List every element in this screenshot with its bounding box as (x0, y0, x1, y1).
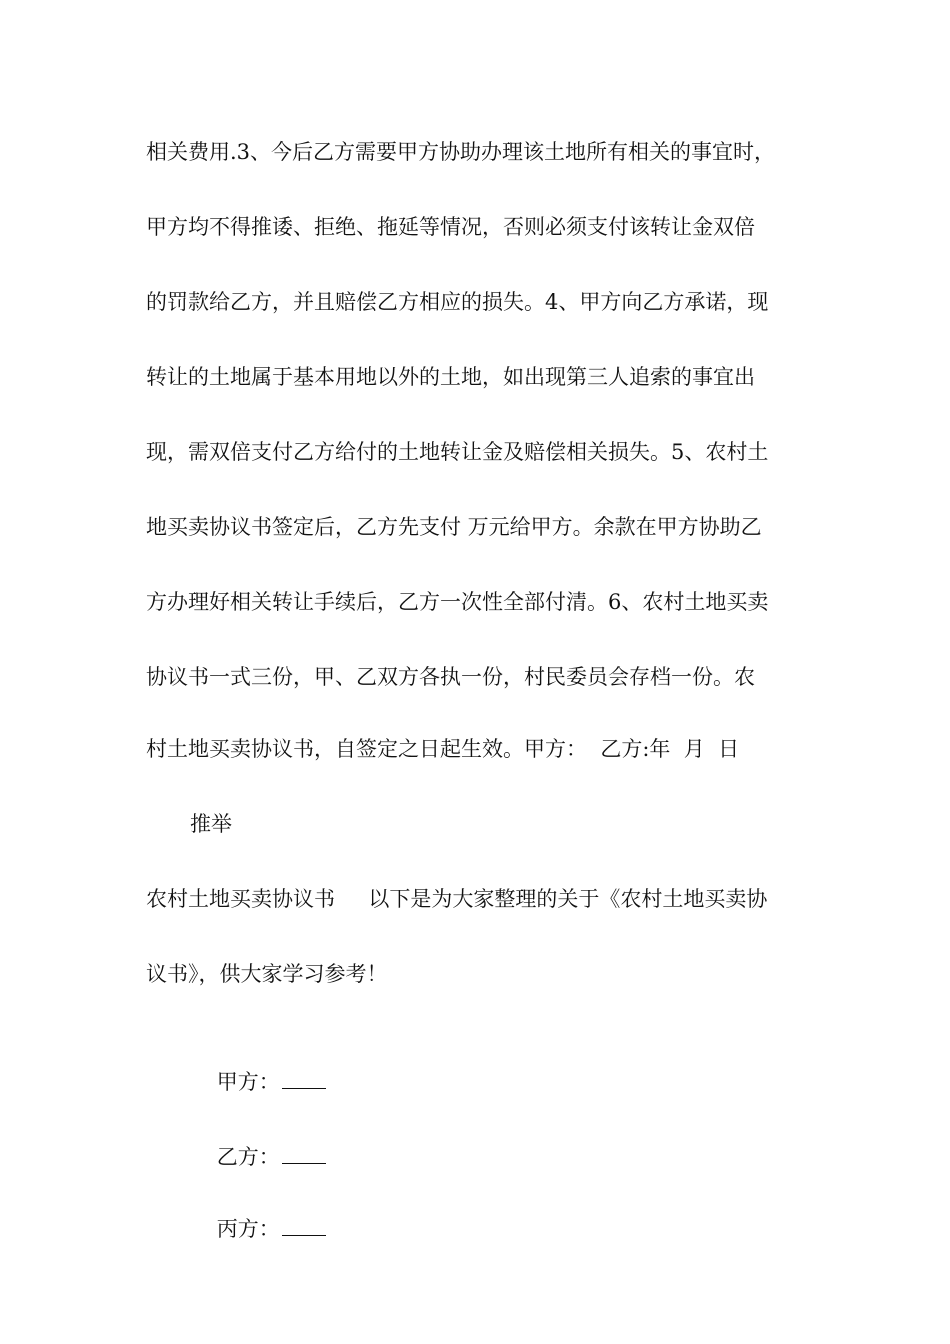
party-a-blank (282, 1068, 326, 1089)
next-article-intro-line: 议书》，供大家学习参考！ (146, 962, 388, 986)
recommend-label: 推举 (190, 812, 232, 836)
body-line-9: 村土地买卖协议书，自签定之日起生效。甲方： 乙方:年 月 日 (146, 737, 740, 761)
body-line-6: 地买卖协议书签定后，乙方先支付 万元给甲方。余款在甲方协助乙 (146, 515, 762, 539)
party-b-blank (282, 1143, 326, 1164)
body-line-8: 协议书一式三份，甲、乙双方各执一份，村民委员会存档一份。农 (146, 665, 755, 689)
party-b-line (190, 1109, 860, 1169)
body-line-2: 甲方均不得推诿、拒绝、拖延等情况，否则必须支付该转让金双倍 (146, 215, 755, 239)
party-a-label: 甲方： (216, 1070, 280, 1094)
next-article-title-line: 农村土地买卖协议书 以下是为大家整理的关于《农村土地买卖协 (146, 887, 768, 911)
party-c-line (190, 1181, 860, 1241)
body-line-1: 相关费用.3、今后乙方需要甲方协助办理该土地所有相关的事宜时， (146, 140, 776, 164)
body-line-5: 现，需双倍支付乙方给付的土地转让金及赔偿相关损失。5、农村土 (146, 440, 769, 464)
party-a-line (190, 1034, 860, 1094)
body-line-3: 的罚款给乙方，并且赔偿乙方相应的损失。4、甲方向乙方承诺，现 (146, 290, 769, 314)
body-line-7: 方办理好相关转让手续后，乙方一次性全部付清。6、农村土地买卖 (146, 590, 769, 614)
party-c-blank (282, 1215, 326, 1236)
party-c-label: 丙方： (216, 1217, 280, 1241)
body-line-4: 转让的土地属于基本用地以外的土地，如出现第三人追索的事宜出 (146, 365, 755, 389)
party-b-label: 乙方： (216, 1145, 280, 1169)
